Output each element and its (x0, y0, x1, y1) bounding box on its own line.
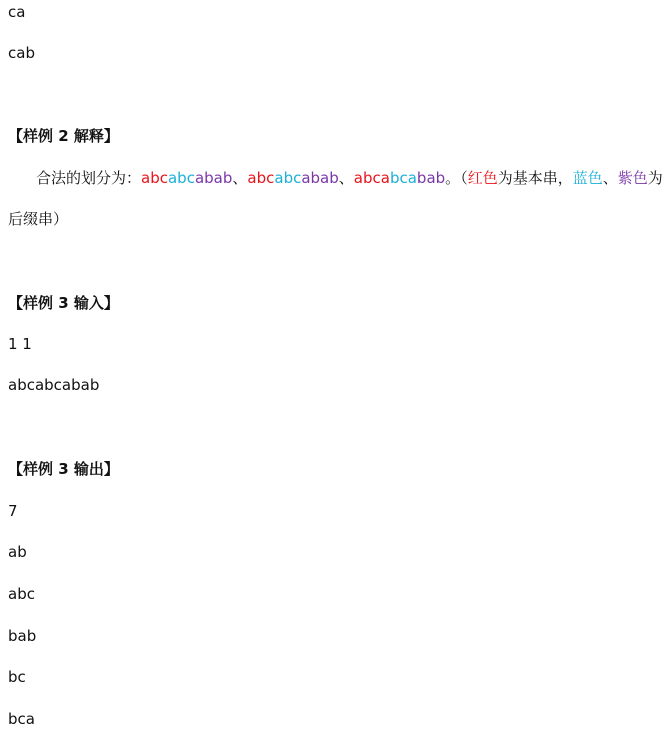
separator: 。 (445, 169, 461, 187)
explanation-prefix: 合法的划分为： (36, 169, 142, 187)
suffix-string: abab (194, 169, 233, 187)
section-heading: 【样例 2 解释】 (8, 127, 119, 145)
note-separator: 、 (602, 169, 618, 187)
output-line: cab (8, 44, 35, 62)
base-string: abc (247, 169, 275, 187)
note-text: 为基本串， (497, 169, 573, 187)
explanation-line-wrap: 后缀串） (8, 210, 69, 228)
suffix-string: abab (301, 169, 339, 187)
output-line: ca (8, 3, 26, 21)
separator: 、 (232, 169, 248, 187)
middle-string: bca (389, 169, 417, 187)
note-open: （ (460, 169, 468, 187)
section-heading: 【样例 3 输出】 (8, 460, 119, 478)
middle-string: abc (274, 169, 302, 187)
separator: 、 (338, 169, 354, 187)
section-heading: 【样例 3 输入】 (8, 294, 119, 312)
base-string: abca (353, 169, 390, 187)
middle-string: abc (167, 169, 195, 187)
note-text: 为 (647, 169, 663, 187)
input-line: 1 1 (8, 335, 32, 353)
output-line: bca (8, 710, 35, 728)
base-string: abc (141, 169, 168, 187)
note-purple-label: 紫色 (617, 169, 648, 187)
suffix-string: bab (416, 169, 446, 187)
output-line: bab (8, 627, 37, 645)
note-blue-label: 蓝色 (572, 169, 603, 187)
output-line: ab (8, 543, 27, 561)
explanation-line (36, 168, 663, 188)
output-line: bc (8, 668, 26, 686)
output-line: abc (8, 585, 35, 603)
note-red-label: 红色 (467, 169, 498, 187)
output-line: 7 (8, 502, 18, 520)
input-line: abcabcabab (8, 376, 100, 394)
